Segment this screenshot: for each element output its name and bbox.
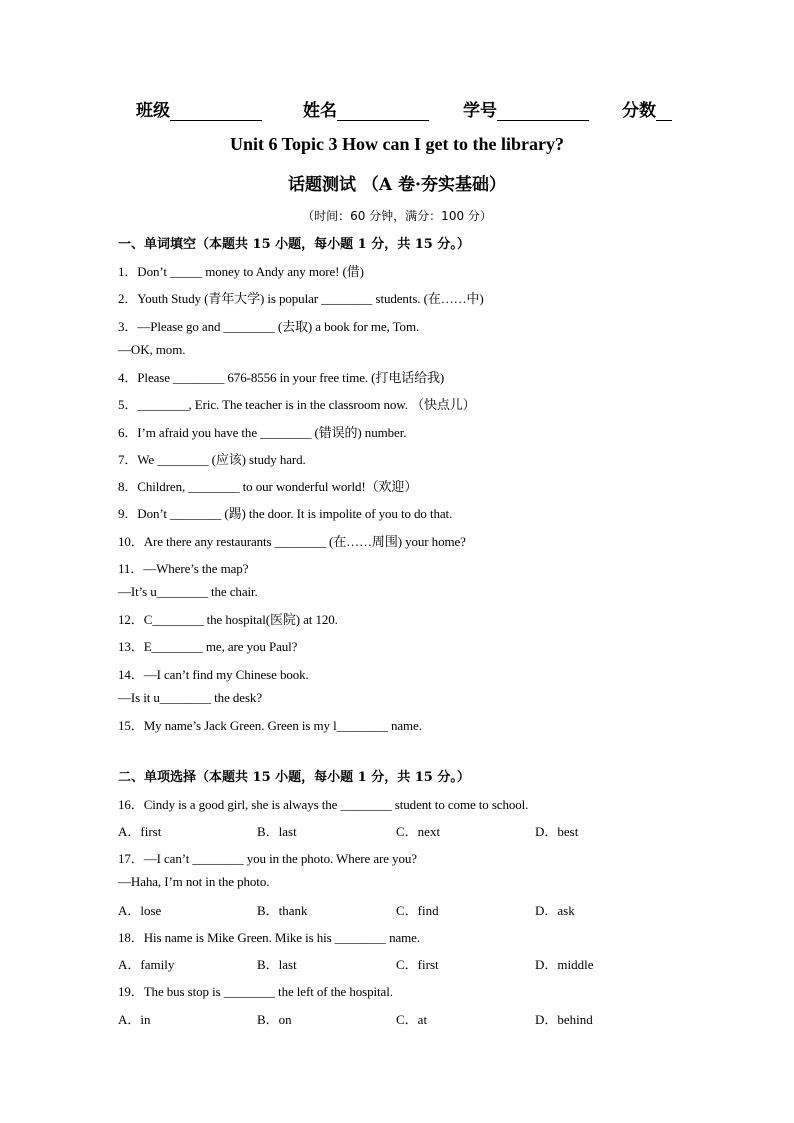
section2-heading: 二、单项选择（本题共 15 小题，每小题 1 分，共 15 分。）	[118, 770, 470, 785]
question-line: 10．Are there any restaurants ________ (在……周围) your home?	[118, 534, 466, 549]
option-d[interactable]: D．middle	[535, 957, 594, 972]
question-line: 4．Please ________ 676-8556 in your free time. (打电话给我)	[118, 370, 445, 385]
class-blank[interactable]	[170, 102, 262, 121]
question-line: 17．—I can’t ________ you in the photo. Where are you?	[118, 851, 417, 866]
option-b[interactable]: B．last	[257, 824, 297, 839]
option-c[interactable]: C．find	[396, 903, 439, 918]
question-line: 9．Don’t ________ (踢) the door. It is impolite of you to do that.	[118, 506, 453, 521]
question-line: 15．My name’s Jack Green. Green is my l________ name.	[118, 718, 422, 733]
question-line: 1．Don’t _____ money to Andy any more! (借)	[118, 264, 364, 279]
question-line: 5．________, Eric. The teacher is in the classroom now. （快点儿）	[118, 397, 476, 412]
student-id-field	[463, 96, 589, 121]
class-label: 班级	[136, 101, 170, 121]
score-field	[622, 96, 672, 121]
option-d[interactable]: D．behind	[535, 1012, 593, 1027]
option-c[interactable]: C．first	[396, 957, 439, 972]
option-a[interactable]: A．family	[118, 957, 175, 972]
answer-line: —OK, mom.	[118, 342, 186, 357]
time-score-info: （时间：60 分钟，满分：100 分）	[302, 209, 492, 223]
question-line: 11．—Where’s the map?	[118, 561, 249, 576]
option-c[interactable]: C．next	[396, 824, 441, 839]
question-line: 18．His name is Mike Green. Mike is his ________ name.	[118, 930, 420, 945]
question-line: 19．The bus stop is ________ the left of the hospital.	[118, 984, 393, 999]
score-blank[interactable]	[656, 102, 672, 121]
options-row	[118, 1009, 678, 1027]
test-title: Unit 6 Topic 3 How can I get to the library?	[229, 134, 564, 154]
question-line: 3．—Please go and ________ (去取) a book for me, Tom.	[118, 319, 420, 334]
name-blank[interactable]	[337, 102, 429, 121]
score-label: 分数	[622, 101, 656, 121]
student-id-label: 学号	[463, 101, 497, 121]
student-id-blank[interactable]	[497, 102, 589, 121]
option-a[interactable]: A．first	[118, 824, 162, 839]
test-subtitle: 话题测试 （A 卷·夯实基础）	[288, 175, 506, 195]
option-b[interactable]: B．thank	[257, 903, 308, 918]
option-d[interactable]: D．ask	[535, 903, 575, 918]
answer-line: —Haha, I’m not in the photo.	[118, 874, 270, 889]
question-line: 6．I’m afraid you have the ________ (错误的) number.	[118, 425, 407, 440]
options-row	[118, 954, 678, 972]
question-line: 12．C________ the hospital(医院) at 120.	[118, 612, 338, 627]
answer-line: —It’s u________ the chair.	[118, 584, 258, 599]
question-line: 8．Children, ________ to our wonderful world!（欢迎）	[118, 479, 418, 494]
question-line: 16．Cindy is a good girl, she is always the ________ student to come to school.	[118, 797, 529, 812]
question-line: 2．Youth Study (青年大学) is popular ________ students. (在……中)	[118, 291, 484, 306]
option-c[interactable]: C．at	[396, 1012, 428, 1027]
student-info-header	[136, 96, 696, 124]
name-label: 姓名	[303, 101, 337, 121]
option-a[interactable]: A．in	[118, 1012, 151, 1027]
question-line: 13．E________ me, are you Paul?	[118, 639, 298, 654]
option-a[interactable]: A．lose	[118, 903, 162, 918]
question-line: 14．—I can’t find my Chinese book.	[118, 667, 309, 682]
option-d[interactable]: D．best	[535, 824, 579, 839]
answer-line: —Is it u________ the desk?	[118, 690, 262, 705]
options-row	[118, 900, 678, 918]
section1-heading: 一、单词填空（本题共 15 小题，每小题 1 分，共 15 分。）	[118, 237, 470, 252]
question-line: 7．We ________ (应该) study hard.	[118, 452, 306, 467]
option-b[interactable]: B．last	[257, 957, 297, 972]
class-field	[136, 96, 262, 121]
name-field	[303, 96, 429, 121]
option-b[interactable]: B．on	[257, 1012, 292, 1027]
options-row	[118, 821, 678, 839]
